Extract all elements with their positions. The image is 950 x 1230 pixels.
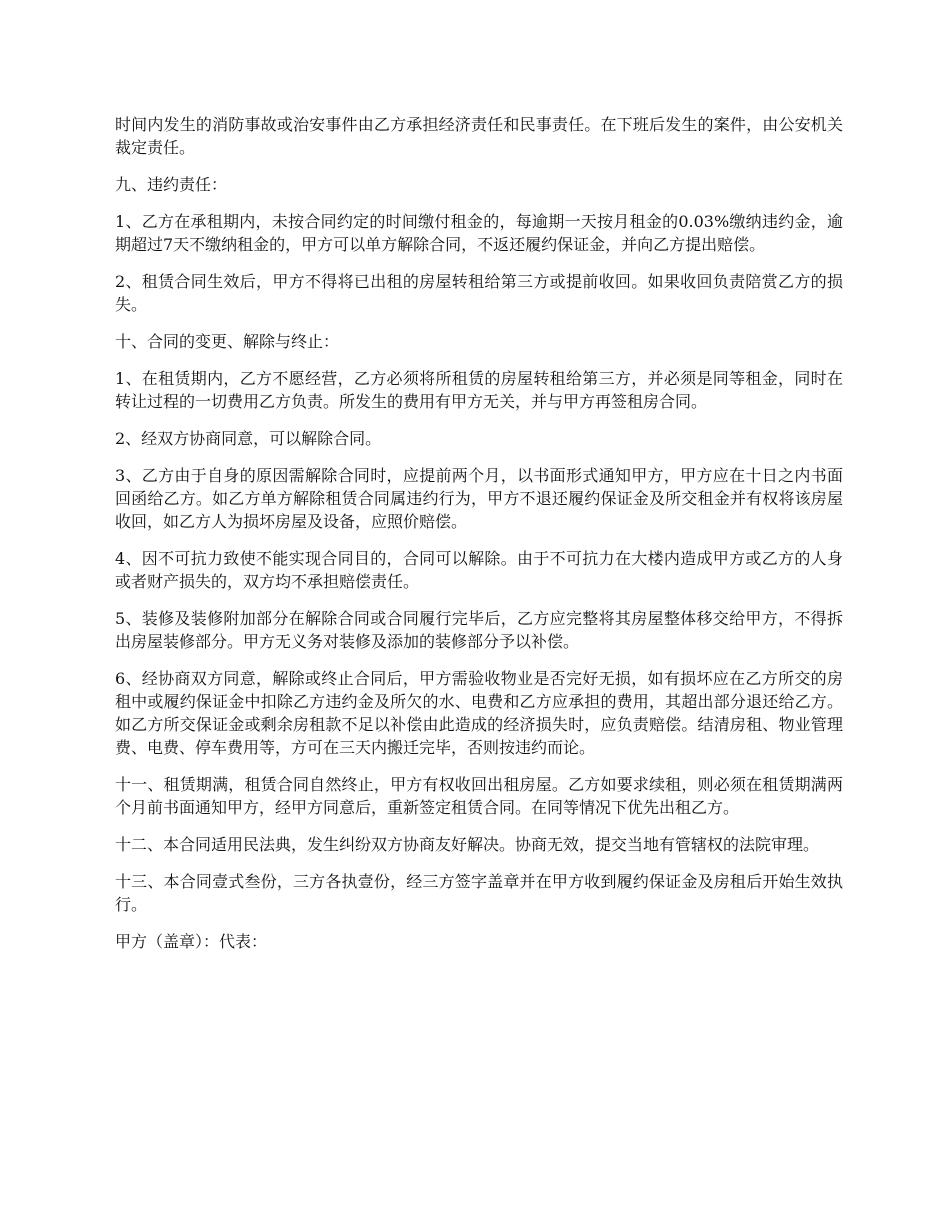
clause-change-2: 2、经双方协商同意，可以解除合同。 [115,429,382,448]
section-heading-change: 十、合同的变更、解除与终止： [115,332,340,351]
clause-change-1: 1、在租赁期内，乙方不愿经营，乙方必须将所租赁的房屋转租给第三方，并必须是同等租金，同时在转让过程的一切费用乙方负责。所发生的费用有甲方无关，并与甲方再签租房合同。 [115,369,843,411]
section-twelve: 十二、本合同适用民法典，发生纠纷双方协商友好解决。协商无效，提交当地有管辖权的法院审理。 [115,835,820,854]
clause-breach-1: 1、乙方在承租期内，未按合同约定的时间缴付租金的，每逾期一天按月租金的0.03%缴纳违约金，逾期超过7天不缴纳租金的，甲方可以单方解除合同，不返还履约保证金，并向乙方提出赔偿。 [115,212,843,254]
section-thirteen: 十三、本合同壹式叁份，三方各执壹份，经三方签字盖章并在甲方收到履约保证金及房租后开始生效执行。 [115,872,843,914]
document-body [115,113,843,953]
clause-change-6: 6、经协商双方同意，解除或终止合同后，甲方需验收物业是否完好无损，如有损坏应在乙方所交的房租中或履约保证金中扣除乙方违约金及所欠的水、电费和乙方应承担的费用，其超出部分退还给乙方。如乙方所交保证金或剩余房租款不足以补偿由此造成的经济损失时，应负责赔偿。结清房租、物业管理费、电费、停车费用等，方可在三天内搬迁完毕，否则按违约而论。 [115,669,843,757]
clause-change-4: 4、因不可抗力致使不能实现合同目的，合同可以解除。由于不可抗力在大楼内造成甲方或乙方的人身或者财产损失的，双方均不承担赔偿责任。 [115,549,843,591]
section-heading-breach: 九、违约责任： [115,175,228,194]
section-eleven: 十一、租赁期满，租赁合同自然终止，甲方有权收回出租房屋。乙方如要求续租，则必须在租赁期满两个月前书面通知甲方，经甲方同意后，重新签定租赁合同。在同等情况下优先出租乙方。 [115,775,843,817]
clause-change-3: 3、乙方由于自身的原因需解除合同时，应提前两个月，以书面形式通知甲方，甲方应在十日之内书面回函给乙方。如乙方单方解除租赁合同属违约行为，甲方不退还履约保证金及所交租金并有权将该房屋收回，如乙方人为损坏房屋及设备，应照价赔偿。 [115,466,843,531]
signature-line-party-a: 甲方（盖章）：代表： [115,932,268,951]
clause-breach-2: 2、租赁合同生效后，甲方不得将已出租的房屋转租给第三方或提前收回。如果收回负责陪赏乙方的损失。 [115,272,843,314]
paragraph-continuation: 时间内发生的消防事故或治安事件由乙方承担经济责任和民事责任。在下班后发生的案件，由公安机关裁定责任。 [115,115,843,157]
clause-change-5: 5、装修及装修附加部分在解除合同或合同履行完毕后，乙方应完整将其房屋整体移交给甲方，不得拆出房屋装修部分。甲方无义务对装修及添加的装修部分予以补偿。 [115,609,843,651]
